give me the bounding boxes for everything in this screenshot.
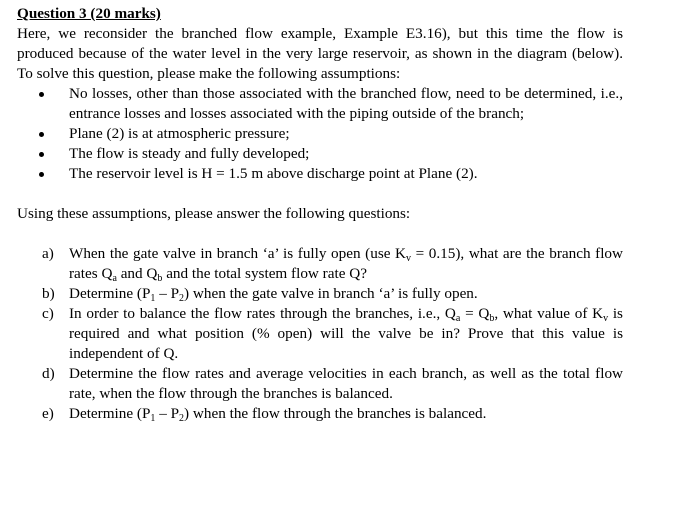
question-text: Determine the flow rates and average velocities in each branch, as well as the total flow rate, when the flow through the branches is balanced. bbox=[69, 365, 623, 402]
assumption-item: No losses, other than those associated with the branched flow, need to be determined, i.e., entrance losses and losses associated with the piping outside of the branch; bbox=[69, 85, 623, 122]
question-item bbox=[17, 404, 623, 424]
question-marker: a) bbox=[42, 245, 54, 262]
question-marker: e) bbox=[42, 405, 54, 422]
question-text: is required and what position (% open) will the valve be in? Prove that this value is independent of Q. bbox=[69, 305, 623, 362]
assumption-item: Plane (2) is at atmospheric pressure; bbox=[69, 125, 290, 142]
question-item bbox=[17, 284, 623, 304]
question-text: – P bbox=[155, 405, 180, 422]
question-text: – P bbox=[155, 285, 180, 302]
subscript-text: a bbox=[455, 313, 461, 324]
question-text: and Q bbox=[116, 265, 158, 282]
question-text: , what value of K bbox=[494, 305, 604, 322]
subscript-text: v bbox=[406, 253, 412, 264]
question-text: When the gate valve in branch ‘a’ is fully open (use K bbox=[69, 245, 407, 262]
intro-paragraph: Here, we reconsider the branched flow example, Example E3.16), but this time the flow is produced because of the water level in the very large reservoir, as shown in the diagram (below). To solve this question, please make the following assumptions: bbox=[17, 25, 623, 82]
question-document bbox=[17, 4, 623, 424]
question-text: = 0.15), what are the branch flow rates Q bbox=[69, 245, 623, 282]
question-text: ) when the flow through the branches is balanced. bbox=[184, 405, 487, 422]
question-text: and the total system flow rate Q? bbox=[162, 265, 367, 282]
assumption-item: The reservoir level is H = 1.5 m above discharge point at Plane (2). bbox=[69, 165, 478, 182]
subscript-text: 1 bbox=[150, 413, 156, 424]
question-item bbox=[17, 364, 623, 404]
questions-list bbox=[17, 244, 623, 424]
lead-in-text: Using these assumptions, please answer the following questions: bbox=[17, 205, 411, 222]
subscript-text: 2 bbox=[179, 293, 185, 304]
assumptions-list bbox=[17, 84, 623, 184]
subscript-text: v bbox=[603, 313, 609, 324]
question-text: Determine (P bbox=[69, 405, 151, 422]
question-marker: d) bbox=[42, 365, 55, 382]
question-item bbox=[17, 244, 623, 284]
subscript-text: b bbox=[489, 313, 495, 324]
subscript-text: b bbox=[157, 273, 163, 284]
question-text: ) when the gate valve in branch ‘a’ is fully open. bbox=[184, 285, 478, 302]
question-title: Question 3 (20 marks) bbox=[17, 5, 161, 22]
question-text: In order to balance the flow rates through the branches, i.e., Q bbox=[69, 305, 456, 322]
question-text: Determine (P bbox=[69, 285, 151, 302]
subscript-text: 1 bbox=[150, 293, 156, 304]
assumption-item: The flow is steady and fully developed; bbox=[69, 145, 310, 162]
question-item bbox=[17, 304, 623, 364]
question-marker: c) bbox=[42, 305, 54, 322]
question-text: = Q bbox=[460, 305, 490, 322]
subscript-text: a bbox=[112, 273, 117, 284]
question-marker: b) bbox=[42, 285, 55, 302]
subscript-text: 2 bbox=[179, 413, 185, 424]
